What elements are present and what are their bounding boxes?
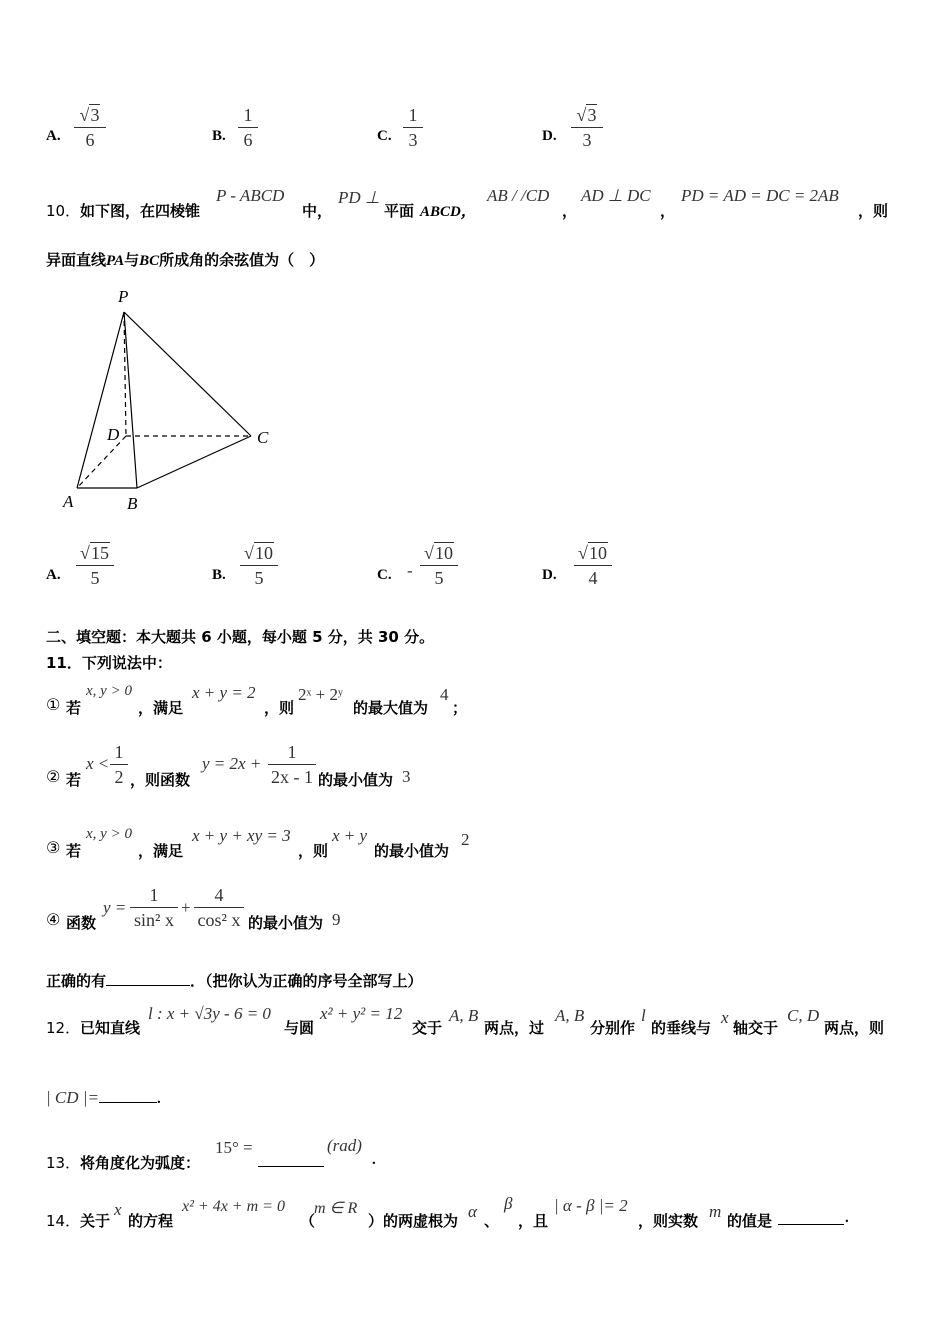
label-b: B bbox=[127, 494, 138, 513]
q10-option-d-value: √10 4 bbox=[574, 542, 612, 589]
label-a: A bbox=[63, 492, 74, 511]
q10-perp: AD ⊥ DC bbox=[581, 186, 651, 205]
q10-plane: ABCD， bbox=[420, 204, 476, 220]
q10-text: ， bbox=[660, 202, 676, 220]
section-heading: 二、填空题：本大题共 6 小题，每小题 5 分，共 30 分。 bbox=[46, 628, 435, 646]
q9-option-a-value: √3 6 bbox=[74, 104, 106, 151]
q9-option-d-letter: D. bbox=[542, 128, 557, 144]
q10-option-a-value: √15 5 bbox=[76, 542, 114, 589]
q12-answer-blank[interactable] bbox=[99, 1076, 157, 1103]
q9-option-a-letter: A. bbox=[46, 128, 61, 144]
q12-answer-line: | CD |= . bbox=[46, 1076, 161, 1108]
edge-bc bbox=[137, 436, 251, 488]
q10-option-b-value: √10 5 bbox=[240, 542, 278, 589]
q10-pd-perp: PD ⊥ bbox=[338, 188, 380, 207]
q11-title: 11．下列说法中： bbox=[46, 654, 172, 672]
q10-text: ， bbox=[562, 202, 578, 220]
q10-text: 平面 bbox=[384, 202, 415, 220]
pyramid-figure bbox=[55, 285, 285, 520]
q9-option-b-value: 1 6 bbox=[238, 104, 258, 151]
q10-option-d-letter: D. bbox=[542, 567, 557, 583]
q9-option-c-letter: C. bbox=[377, 128, 392, 144]
q10-parallel: AB / /CD bbox=[487, 186, 550, 205]
q14-answer-blank[interactable] bbox=[778, 1210, 844, 1225]
q10-text: ，则 bbox=[858, 202, 889, 220]
label-c: C bbox=[257, 428, 269, 447]
q10-equal: PD = AD = DC = 2AB bbox=[681, 186, 839, 205]
edge-pc bbox=[124, 312, 251, 436]
q10-option-c-value: √10 5 bbox=[420, 542, 458, 589]
q10-option-a-letter: A. bbox=[46, 567, 61, 583]
q13-answer-blank[interactable] bbox=[258, 1150, 324, 1167]
edge-pb bbox=[124, 312, 137, 488]
edge-pa bbox=[77, 312, 124, 488]
q10-option-c-letter: C. bbox=[377, 567, 392, 583]
label-p: P bbox=[118, 287, 129, 306]
q11-answer-blank[interactable] bbox=[106, 971, 190, 986]
q10-text: 中， bbox=[302, 202, 333, 220]
q10-option-b-letter: B. bbox=[212, 567, 226, 583]
q10-number: 10． bbox=[46, 202, 81, 220]
q10-option-c-sign: - bbox=[407, 561, 413, 580]
q10-question-line: 异面直线PA与BC所成角的余弦值为（ ） bbox=[46, 251, 325, 269]
q9-option-d-value: √3 3 bbox=[571, 104, 603, 151]
q11-answer-line: 正确的有 ．（把你认为正确的序号全部写上） bbox=[46, 972, 423, 990]
q10-text: 如下图，在四棱锥 bbox=[80, 202, 201, 220]
q9-option-c-value: 1 3 bbox=[403, 104, 423, 151]
label-d: D bbox=[107, 425, 120, 444]
q10-pyramid: P - ABCD bbox=[216, 186, 285, 205]
q9-option-b-letter: B. bbox=[212, 128, 226, 144]
